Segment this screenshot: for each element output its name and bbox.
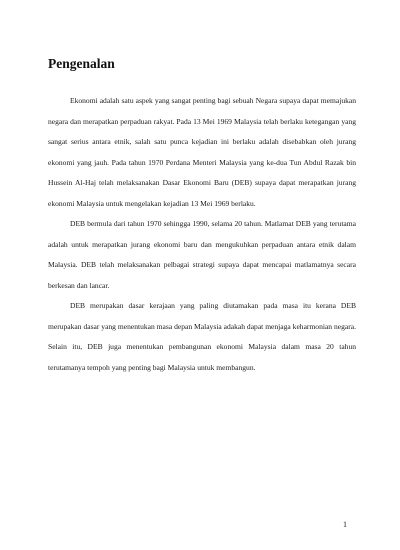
- page-number: 1: [343, 520, 347, 529]
- paragraph-deb-importance: DEB merupakan dasar kerajaan yang paling diutamakan pada masa itu kerana DEB merupakan dasar yang menentukan masa depan Malaysia adakah dapat menjaga keharmonian negara. Selain itu, DEB juga menentukan pembangunan ekonomi Malaysia dalam masa 20 tahun terutamanya tempoh yang penting bagi Malaysia untuk membangun.: [48, 301, 356, 372]
- paragraph-deb-period: DEB bermula dari tahun 1970 sehingga 1990, selama 20 tahun. Matlamat DEB yang terutama adalah untuk merapatkan jurang ekonomi baru dan mengukuhkan perpaduan antara etnik dalam Malaysia. DEB telah melaksanakan pelbagai strategi supaya dapat mencapai matlamatnya secara berkesan dan lancar.: [48, 219, 356, 290]
- page-title: Pengenalan: [48, 56, 115, 71]
- paragraph-intro: Ekonomi adalah satu aspek yang sangat penting bagi sebuah Negara supaya dapat memajukan negara dan merapatkan perpaduan rakyat. Pada 13 Mei 1969 Malaysia telah berlaku ketegangan yang sangat serius antara etnik, salah satu punca kejadian ini berlaku adalah disebabkan oleh jurang ekonomi yang jauh. Pada tahun 1970 Perdana Menteri Malaysia yang ke-dua Tun Abdul Razak bin Hussein Al-Haj telah melaksanakan Dasar Ekonomi Baru (DEB) supaya dapat merapatkan jurang ekonomi Malaysia untuk mengelakan kejadian 13 Mei 1969 berlaku.: [48, 96, 356, 208]
